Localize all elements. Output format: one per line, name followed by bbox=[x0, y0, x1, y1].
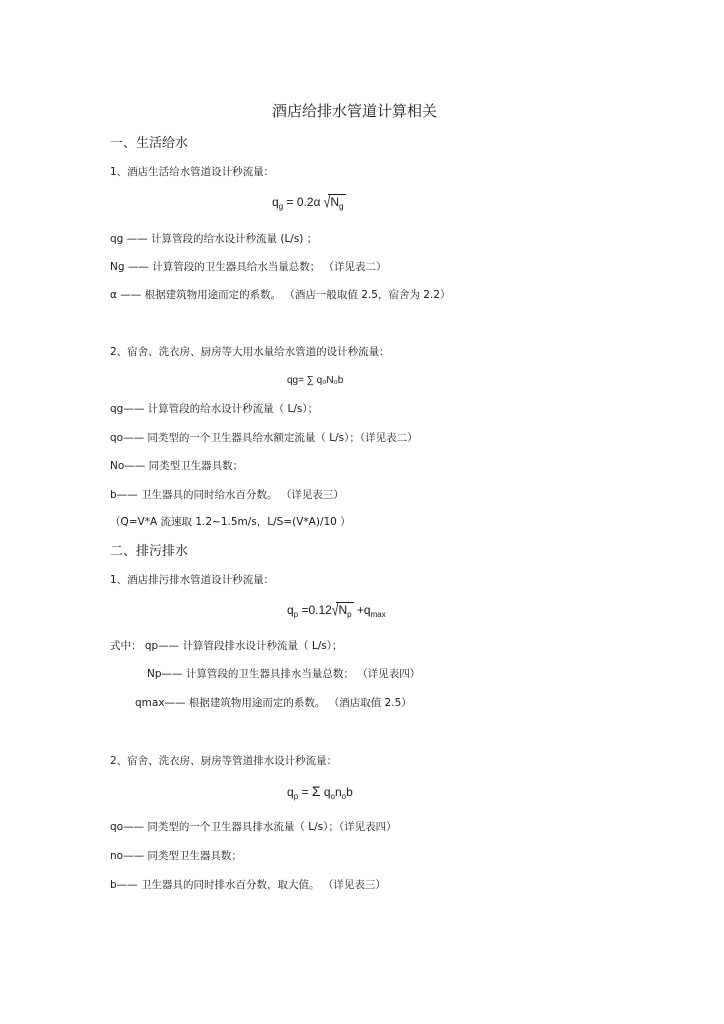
section-heading-drainage: 二、排污排水 bbox=[110, 544, 189, 559]
definition-line: Ng —— 计算管段的卫生器具给水当量总数； （详见表二） bbox=[110, 261, 387, 273]
formula-subscript: g bbox=[339, 202, 344, 211]
subsection-heading: 1、酒店排污排水管道设计秒流量： bbox=[110, 574, 275, 586]
formula-symbol: q bbox=[287, 603, 294, 617]
formula-subscript: o bbox=[330, 792, 335, 801]
formula-subscript: max bbox=[370, 610, 386, 619]
subsection-heading: 2、宿舍、洗衣房、厨房等大用水量给水管道的设计秒流量： bbox=[110, 346, 390, 358]
subsection-heading: 1、酒店生活给水管道设计秒流量： bbox=[110, 166, 275, 178]
section-heading-water-supply: 一、生活给水 bbox=[110, 136, 189, 151]
radicand bbox=[328, 194, 345, 211]
formula-equals: = bbox=[298, 785, 312, 799]
formula-symbol: n bbox=[334, 785, 342, 799]
formula-symbol: q bbox=[287, 785, 294, 799]
formula-symbol: b bbox=[346, 785, 353, 799]
definition-line: Np—— 计算管段的卫生器具排水当量总数； （详见表四） bbox=[147, 668, 421, 680]
formula-supply-flow bbox=[272, 194, 346, 212]
definition-line: qo—— 同类型的一个卫生器具排水流量（ L/s）；（详见表四） bbox=[110, 821, 397, 833]
formula-symbol: q bbox=[320, 785, 331, 799]
subsection-heading: 2、宿舍、洗衣房、厨房等管道排水设计秒流量： bbox=[110, 755, 338, 767]
sqrt-sign: √ bbox=[331, 600, 339, 620]
formula-symbol: N bbox=[338, 603, 348, 617]
definition-line: qg —— 计算管段的给水设计秒流量 (L/s) ； bbox=[110, 233, 318, 245]
formula-supply-sum: qg= ∑ q₀N₀b bbox=[287, 375, 344, 386]
formula-subscript: o bbox=[341, 792, 347, 801]
sqrt-sign: √ bbox=[323, 192, 331, 212]
formula-subscript: p bbox=[293, 792, 299, 801]
radicand bbox=[336, 602, 353, 619]
formula-plus: +q bbox=[353, 603, 371, 617]
definition-line: qo—— 同类型的一个卫生器具给水额定流量（ L/s）；（详见表二） bbox=[110, 432, 418, 444]
definition-line: α —— 根据建筑物用途而定的系数。 （酒店一般取值 2.5，宿舍为 2.2） bbox=[110, 289, 451, 301]
note-line: （Q=V*A 流速取 1.2~1.5m/s，L/S=(V*A)/10 ） bbox=[110, 516, 351, 528]
sigma-symbol: Σ bbox=[311, 783, 321, 799]
definition-line: qmax—— 根据建筑物用途而定的系数。 （酒店取值 2.5） bbox=[135, 697, 412, 709]
definition-line: qg—— 计算管段的给水设计秒流量（ L/s）； bbox=[110, 403, 319, 415]
formula-drain-flow bbox=[287, 602, 386, 620]
definition-line: 式中： qp—— 计算管段排水设计秒流量（ L/s）； bbox=[110, 640, 343, 652]
formula-symbol: N bbox=[330, 195, 340, 209]
formula-subscript: g bbox=[278, 202, 284, 211]
definition-line: no—— 同类型卫生器具数； bbox=[110, 850, 242, 862]
formula-equals: = 0.2α bbox=[283, 195, 321, 209]
formula-subscript: p bbox=[293, 610, 299, 619]
definition-line: No—— 同类型卫生器具数； bbox=[110, 460, 244, 472]
formula-subscript: p bbox=[347, 610, 352, 619]
formula-equals: =0.12 bbox=[298, 603, 332, 617]
page-title: 酒店给排水管道计算相关 bbox=[272, 102, 438, 120]
definition-line: b—— 卫生器具的同时给水百分数。 （详见表三） bbox=[110, 489, 344, 501]
formula-symbol: q bbox=[272, 195, 279, 209]
definition-line: b—— 卫生器具的同时排水百分数，取大值。 （详见表三） bbox=[110, 879, 386, 891]
formula-drain-sum bbox=[287, 783, 353, 802]
